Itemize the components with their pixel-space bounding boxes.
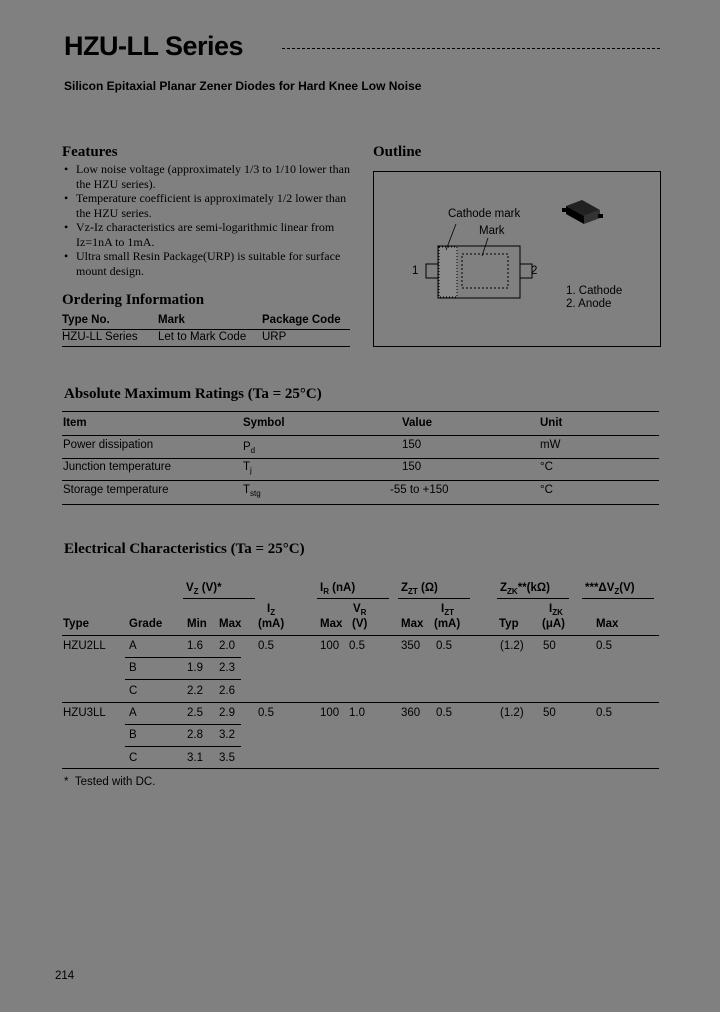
- elec-dvz-max: 0.5: [596, 707, 612, 719]
- table-rule: [62, 480, 659, 481]
- ordering-row: [62, 330, 350, 347]
- elec-grade: C: [129, 685, 138, 697]
- elec-min: 2.5: [187, 707, 203, 719]
- elec-min: 3.1: [187, 752, 203, 764]
- row-rule: [125, 679, 241, 680]
- col-grade: Grade: [129, 618, 163, 630]
- package-3d-icon: [562, 200, 603, 224]
- page-title: HZU-LL Series: [64, 31, 244, 61]
- group-ir: $I_R$ (nA): [320, 582, 356, 596]
- abs-symbol: $P_d$: [243, 441, 256, 455]
- elec-max: 2.6: [219, 685, 235, 697]
- mark-label: Mark: [479, 225, 505, 237]
- elec-grade: C: [129, 752, 138, 764]
- page-number: 214: [55, 970, 75, 982]
- ordering-table: [62, 313, 350, 347]
- feature-item: • Low noise voltage (approximately 1/3 to 1/10 lower than the HZU series).: [64, 162, 350, 191]
- sub-vr: $V_R$: [353, 603, 367, 617]
- elec-izt: 0.5: [436, 640, 452, 652]
- abs-max-heading: Absolute Maximum Ratings (Ta = 25°C): [64, 386, 322, 402]
- elec-zzk-typ: (1.2): [500, 707, 524, 719]
- package-drawing: [374, 172, 660, 346]
- group-rule: [317, 598, 389, 599]
- elec-min: 2.8: [187, 729, 203, 741]
- col-ir-max: Max: [320, 618, 343, 630]
- cathode-mark-label: Cathode mark: [448, 208, 521, 220]
- sub-izk: $I_{ZK}$: [549, 603, 563, 617]
- col-package-code: Package Code: [262, 314, 341, 326]
- abs-item: Power dissipation: [63, 439, 154, 451]
- col-symbol: Symbol: [243, 417, 285, 429]
- elec-zzt-max: 350: [401, 640, 421, 652]
- abs-symbol: $T_j$: [243, 461, 252, 475]
- legend-cathode: 1. Cathode: [566, 285, 623, 297]
- elec-heading: Electrical Characteristics (Ta = 25°C): [64, 541, 305, 557]
- features-heading: Features: [62, 144, 118, 160]
- elec-zzk-typ: (1.2): [500, 640, 524, 652]
- abs-value: 150: [402, 439, 422, 451]
- sub-izt: $I_{ZT}$: [441, 603, 454, 617]
- group-rule: [183, 598, 255, 599]
- footnote: * Tested with DC.: [64, 776, 156, 788]
- pin1-label: 1: [412, 265, 419, 277]
- table-rule: [62, 635, 659, 636]
- col-type: Type: [63, 618, 89, 630]
- col-min: Min: [187, 618, 207, 630]
- elec-max: 2.0: [219, 640, 235, 652]
- outline-heading: Outline: [373, 144, 422, 160]
- elec-grade: A: [129, 707, 137, 719]
- elec-zzt-max: 360: [401, 707, 421, 719]
- table-rule: [62, 458, 659, 459]
- elec-grade: A: [129, 640, 137, 652]
- group-dvz: $***\Delta V_Z(V)$: [585, 582, 635, 596]
- elec-type: HZU2LL: [63, 640, 106, 652]
- col-vr-unit: (V): [352, 618, 368, 630]
- feature-item: • Vz-Iz characteristics are semi-logarithmic linear from Iz=1nA to 1mA.: [64, 220, 335, 249]
- feature-item: • Ultra small Resin Package(URP) is suitable for surface mount design.: [64, 249, 341, 278]
- table-rule: [62, 435, 659, 436]
- group-rule: [497, 598, 569, 599]
- elec-grade: B: [129, 662, 137, 674]
- elec-type: HZU3LL: [63, 707, 106, 719]
- abs-value: 150: [402, 461, 422, 473]
- elec-max: 2.3: [219, 662, 235, 674]
- abs-item: Junction temperature: [63, 461, 172, 473]
- group-rule: [582, 598, 654, 599]
- elec-min: 1.6: [187, 640, 203, 652]
- elec-max: 2.9: [219, 707, 235, 719]
- col-iz-unit: (mA): [258, 618, 285, 630]
- elec-izk: 50: [543, 640, 556, 652]
- table-rule: [62, 504, 659, 505]
- abs-item: Storage temperature: [63, 484, 169, 496]
- cell: Let to Mark Code: [158, 331, 247, 343]
- table-rule: [62, 411, 659, 412]
- elec-ir-max: 100: [320, 707, 340, 719]
- elec-max: 3.5: [219, 752, 235, 764]
- group-vz: $V_Z$ (V)*: [186, 582, 222, 596]
- elec-max: 3.2: [219, 729, 235, 741]
- table-rule: [62, 702, 659, 703]
- outline-box: [373, 171, 661, 347]
- features-list: [62, 162, 362, 278]
- abs-unit: mW: [540, 439, 561, 451]
- col-unit: Unit: [540, 417, 563, 429]
- group-rule: [398, 598, 470, 599]
- abs-unit: °C: [540, 461, 553, 473]
- cell: URP: [262, 331, 287, 343]
- col-value: Value: [402, 417, 433, 429]
- col-izt-unit: (mA): [434, 618, 461, 630]
- ordering-heading: Ordering Information: [62, 292, 205, 308]
- col-izk-unit: (μA): [542, 618, 565, 630]
- col-zzt-max: Max: [401, 618, 424, 630]
- group-zzk: $Z_{ZK}**(k\Omega)$: [500, 582, 550, 596]
- row-rule: [125, 657, 241, 658]
- title-rule: [282, 48, 660, 49]
- group-zzt: $Z_{ZT}$ (Ω): [401, 582, 438, 596]
- elec-izt: 0.5: [436, 707, 452, 719]
- col-dvz-max: Max: [596, 618, 619, 630]
- col-zzk-typ: Typ: [499, 618, 519, 630]
- feature-item: • Temperature coefficient is approximately 1/2 lower than the HZU series.: [64, 191, 347, 220]
- pin2-label: 2: [531, 265, 538, 277]
- row-rule: [125, 724, 241, 725]
- elec-iz: 0.5: [258, 707, 274, 719]
- abs-symbol: $T_{stg}$: [243, 484, 261, 498]
- col-type-no: Type No.: [62, 314, 110, 326]
- elec-iz: 0.5: [258, 640, 274, 652]
- elec-izk: 50: [543, 707, 556, 719]
- abs-value: -55 to +150: [390, 484, 449, 496]
- col-max: Max: [219, 618, 242, 630]
- col-mark: Mark: [158, 314, 185, 326]
- sub-iz: $I_Z$: [267, 603, 276, 617]
- elec-min: 1.9: [187, 662, 203, 674]
- elec-ir-max: 100: [320, 640, 340, 652]
- elec-vr: 1.0: [349, 707, 365, 719]
- page-subtitle: Silicon Epitaxial Planar Zener Diodes for Hard Knee Low Noise: [64, 79, 422, 93]
- ordering-header-row: [62, 313, 350, 330]
- abs-unit: °C: [540, 484, 553, 496]
- elec-grade: B: [129, 729, 137, 741]
- cell: HZU-LL Series: [62, 331, 138, 343]
- table-rule: [62, 768, 659, 769]
- elec-min: 2.2: [187, 685, 203, 697]
- elec-vr: 0.5: [349, 640, 365, 652]
- legend-anode: 2. Anode: [566, 298, 612, 310]
- col-item: Item: [63, 417, 87, 429]
- elec-dvz-max: 0.5: [596, 640, 612, 652]
- row-rule: [125, 746, 241, 747]
